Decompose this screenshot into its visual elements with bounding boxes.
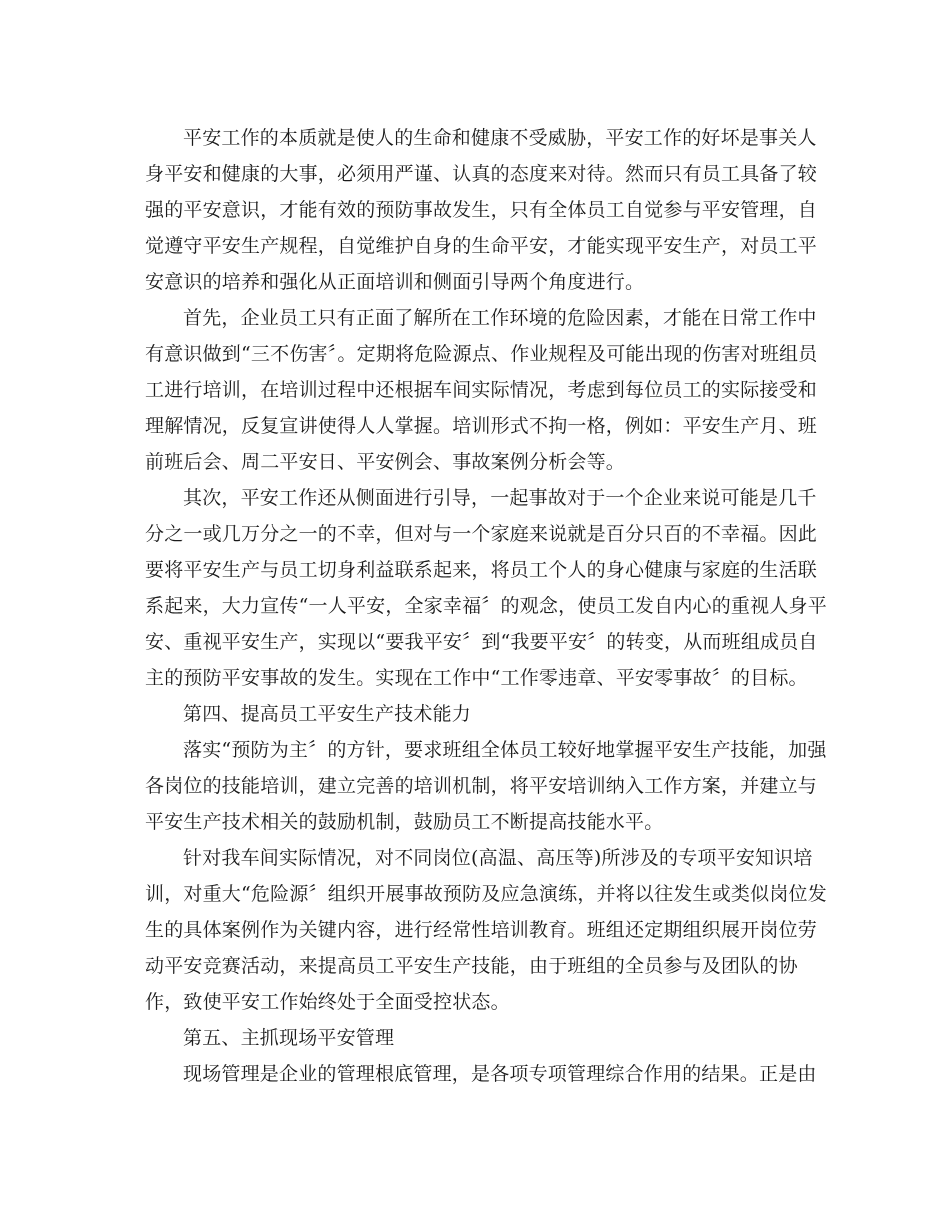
heading-text: 第四、提高员工平安生产技术能力	[183, 703, 472, 725]
text-line: 作，致使平安工作始终处于全面受控状态。	[145, 991, 510, 1013]
text-line: 安、重视平安生产，实现以“要我平安〞到“我要平安〞的转变，从而班组成员自	[145, 631, 818, 653]
text-line: 分之一或几万分之一的不幸，但对与一个家庭来说就是百分只百的不幸福。因此	[145, 523, 818, 545]
paragraph-prevention	[145, 732, 827, 840]
text-line: 其次，平安工作还从侧面进行引导，一起事故对于一个企业来说可能是几千	[183, 487, 817, 509]
paragraph-workshop	[145, 840, 827, 1020]
text-line: 平安生产技术相关的鼓励机制，鼓励员工不断提高技能水平。	[145, 811, 664, 833]
text-line: 首先，企业员工只有正面了解所在工作环境的危险因素，才能在日常工作中	[183, 307, 817, 329]
text-line: 前班后会、周二平安日、平安例会、事故案例分析会等。	[145, 451, 626, 473]
text-line: 落实“预防为主〞的方针，要求班组全体员工较好地掌握平安生产技能，加强	[183, 739, 827, 761]
text-line: 觉遵守平安生产规程，自觉维护自身的生命平安，才能实现平安生产，对员工平	[145, 235, 818, 257]
paragraph-second	[145, 480, 827, 696]
text-line: 各岗位的技能培训，建立完善的培训机制，将平安培训纳入工作方案，并建立与	[145, 775, 818, 797]
text-line: 有意识做到“三不伤害〞。定期将危险源点、作业规程及可能出现的伤害对班组员	[145, 343, 818, 365]
section-heading-five	[145, 1020, 801, 1056]
paragraph-safety-essence	[145, 120, 818, 300]
text-line: 身平安和健康的大事，必须用严谨、认真的态度来对待。然而只有员工具备了较	[145, 163, 818, 185]
paragraph-first	[145, 300, 818, 480]
text-line: 安意识的培养和强化从正面培训和侧面引导两个角度进行。	[145, 271, 645, 293]
text-line: 动平安竞赛活动，来提高员工平安生产技能，由于班组的全员参与及团队的协	[145, 955, 798, 977]
text-line: 工进行培训，在培训过程中还根据车间实际情况，考虑到每位员工的实际接受和	[145, 379, 818, 401]
text-line: 强的平安意识，才能有效的预防事故发生，只有全体员工自觉参与平安管理，自	[145, 199, 818, 221]
text-line: 理解情况，反复宣讲使得人人掌握。培训形式不拘一格，例如：平安生产月、班	[145, 415, 818, 437]
text-line: 针对我车间实际情况，对不同岗位(高温、高压等)所涉及的专项平安知识培	[183, 847, 813, 869]
document-page	[145, 120, 827, 1092]
text-line: 平安工作的本质就是使人的生命和健康不受威胁，平安工作的好坏是事关人	[183, 127, 817, 149]
text-line: 生的具体案例作为关键内容，进行经常性培训教育。班组还定期组织展开岗位劳	[145, 919, 818, 941]
paragraph-site-management	[145, 1056, 817, 1092]
text-line: 主的预防平安事故的发生。实现在工作中“工作零违章、平安零事故〞的目标。	[145, 667, 808, 689]
text-line: 要将平安生产与员工切身利益联系起来，将员工个人的身心健康与家庭的生活联	[145, 559, 818, 581]
text-line: 现场管理是企业的管理根底管理，是各项专项管理综合作用的结果。正是由	[183, 1063, 817, 1085]
section-heading-four	[145, 696, 801, 732]
heading-text: 第五、主抓现场平安管理	[183, 1027, 395, 1049]
text-line: 训，对重大“危险源〞组织开展事故预防及应急演练，并将以往发生或类似岗位发	[145, 883, 827, 905]
text-line: 系起来，大力宣传“一人平安，全家幸福〞的观念，使员工发自内心的重视人身平	[145, 595, 827, 617]
